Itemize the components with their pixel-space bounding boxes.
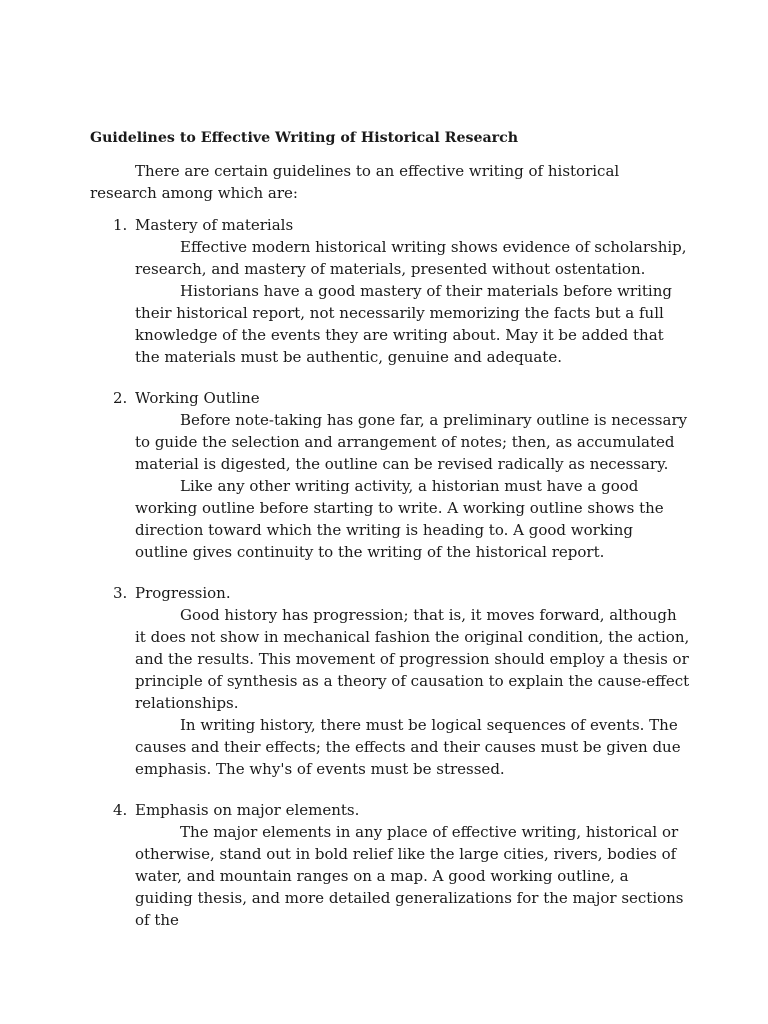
item-heading: Progression. [135,584,231,602]
intro-paragraph: There are certain guidelines to an effective writing of historical research among which are: [90,162,620,202]
item-heading: Working Outline [135,389,260,407]
item-paragraph: Historians have a good mastery of their materials before writing their historical report, not necessarily memorizing the facts but a full knowledge of the events they are writing about. May it be added that the materials must be authentic, genuine and adequate. [135,282,672,366]
item-paragraph: Like any other writing activity, a historian must have a good working outline before starting to write. A working outline shows the direction toward which the writing is heading to. A good working outline gives continuity to the writing of the historical report. [135,477,664,561]
page-title: Guidelines to Effective Writing of Historical Research [90,130,519,146]
item-number: 3. [113,584,128,602]
list-item [90,214,690,368]
item-heading: Emphasis on major elements. [135,801,360,819]
list-item [90,582,690,780]
item-paragraph: Good history has progression; that is, it moves forward, although it does not show in mechanical fashion the original condition, the action, and the results. This movement of progression should employ a thesis or principle of synthesis as a theory of causation to explain the cause-effect relationships. [135,606,690,712]
item-number: 2. [113,389,128,407]
list-item [90,799,690,931]
document-page [90,128,690,950]
item-paragraph: Effective modern historical writing shows evidence of scholarship, research, and mastery of materials, presented without ostentation. [135,238,687,278]
item-paragraph: The major elements in any place of effective writing, historical or otherwise, stand out in bold relief like the large cities, rivers, bodies of water, and mountain ranges on a map. A good working outline, a guiding thesis, and more detailed generalizations for the major sections of the [135,823,684,929]
item-paragraph: Before note-taking has gone far, a preliminary outline is necessary to guide the selection and arrangement of notes; then, as accumulated material is digested, the outline can be revised radically as necessary. [135,411,688,473]
item-number: 1. [113,216,128,234]
item-heading: Mastery of materials [135,216,294,234]
item-paragraph: In writing history, there must be logical sequences of events. The causes and their effects; the effects and their causes must be given due emphasis. The why's of events must be stressed. [135,716,681,778]
item-number: 4. [113,801,128,819]
guidelines-list [90,214,690,931]
list-item [90,387,690,563]
